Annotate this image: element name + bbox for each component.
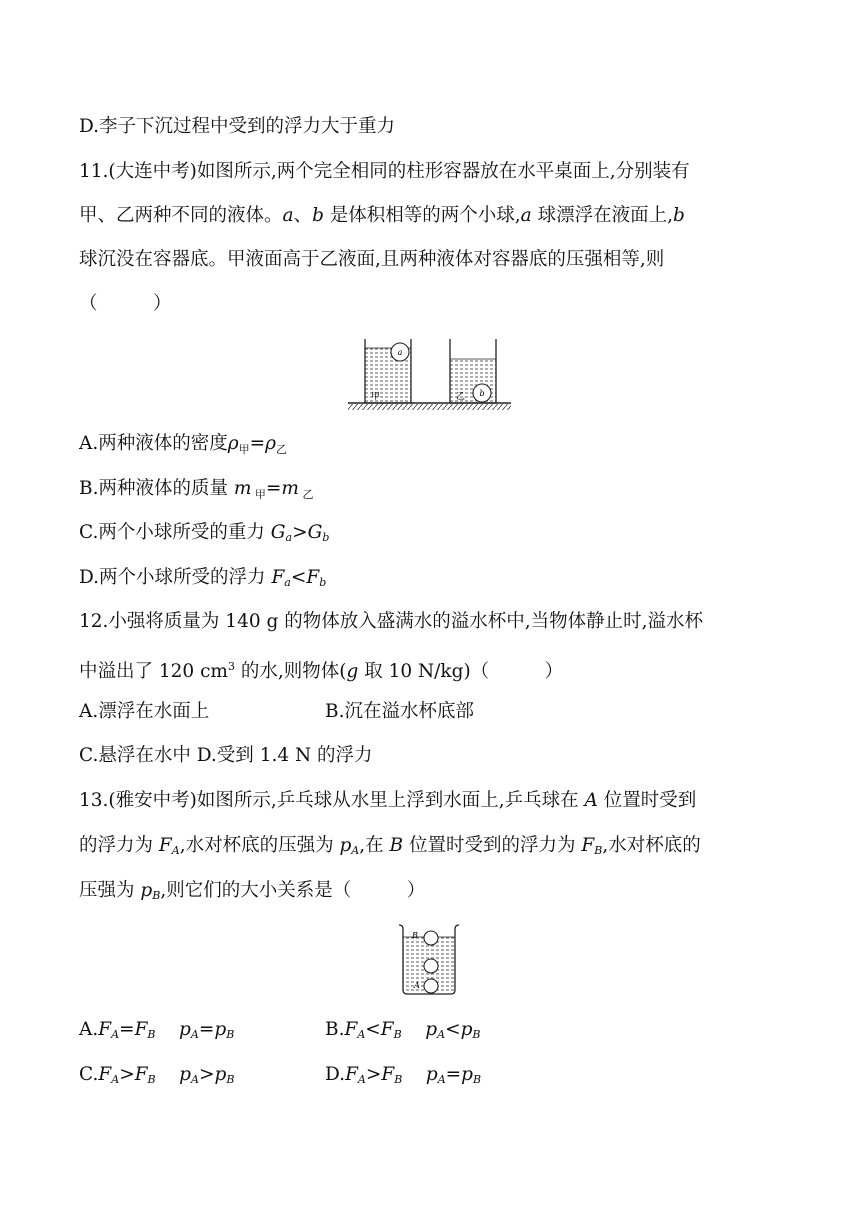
q12-options-cd: C.悬浮在水中 D.受到 1.4 N 的浮力 (79, 745, 373, 766)
q11-option-b: B.两种液体的质量 m $_甲$=m $_乙$ (79, 478, 314, 501)
label-a: A (414, 981, 420, 990)
q13-options-cd: $C.F_A>F_B$ $p_A>p_B$ $D.F_A>F_B$ $p_A=p_B$ (79, 1064, 482, 1086)
q11-line-1: 11.(大连中考)如图所示,两个完全相同的柱形容器放在水平桌面上,分别装有 (79, 161, 690, 182)
ball-b-label: b (479, 389, 485, 398)
q13-options-ab: $A.F_A=F_B$ $p_A=p_B$ $B.F_A<F_B$ $p_A<p_B$ (79, 1019, 481, 1041)
q13-line-2: 的浮力为 $F_A$,水对杯底的压强为 $p_A$,在 B 位置时受到的浮力为 $F_B$,水对杯底的 (79, 835, 701, 857)
q12-line-1: 12.小强将质量为 140 g 的物体放入盛满水的溢水杯中,当物体静止时,溢水杯 (79, 611, 703, 632)
q12-options-ab: A.漂浮在水面上 B.沉在溢水杯底部 (79, 701, 474, 722)
q11-line-3: 球沉没在容器底。甲液面高于乙液面,且两种液体对容器底的压强相等,则 (79, 249, 665, 270)
q11-line-2: 甲、乙两种不同的液体。a、b 是体积相等的两个小球,a 球漂浮在液面上,b (79, 205, 685, 226)
label-b: B (412, 931, 418, 940)
q11-option-d: D.两个小球所受的浮力 $F_a<F_b$ (79, 567, 327, 589)
q11-answer-paren: （ ） (79, 293, 172, 314)
ball-a-label: a (397, 348, 403, 357)
q12-line-2: 中溢出了 120 $cm^3$ 的水,则物体(g 取 10 N/kg)（ ） (79, 660, 564, 683)
q13-line-3: 压强为 $p_B$,则它们的大小关系是（ ） (79, 880, 426, 902)
label-yi: 乙 (456, 392, 466, 402)
q13-line-1: 13.(雅安中考)如图所示,乒乓球从水里上浮到水面上,乒乓球在 A 位置时受到 (79, 790, 697, 811)
q13-beaker-figure (396, 920, 462, 998)
q11-containers-figure (345, 335, 515, 413)
q10-option-d: D.李子下沉过程中受到的浮力大于重力 (79, 116, 396, 137)
q11-option-a: A.两种液体的密度$\rho_甲=\rho_乙$ (79, 433, 288, 456)
label-jia: 甲 (371, 392, 381, 402)
q11-option-c: C.两个小球所受的重力 $G_a>G_b$ (79, 522, 330, 544)
